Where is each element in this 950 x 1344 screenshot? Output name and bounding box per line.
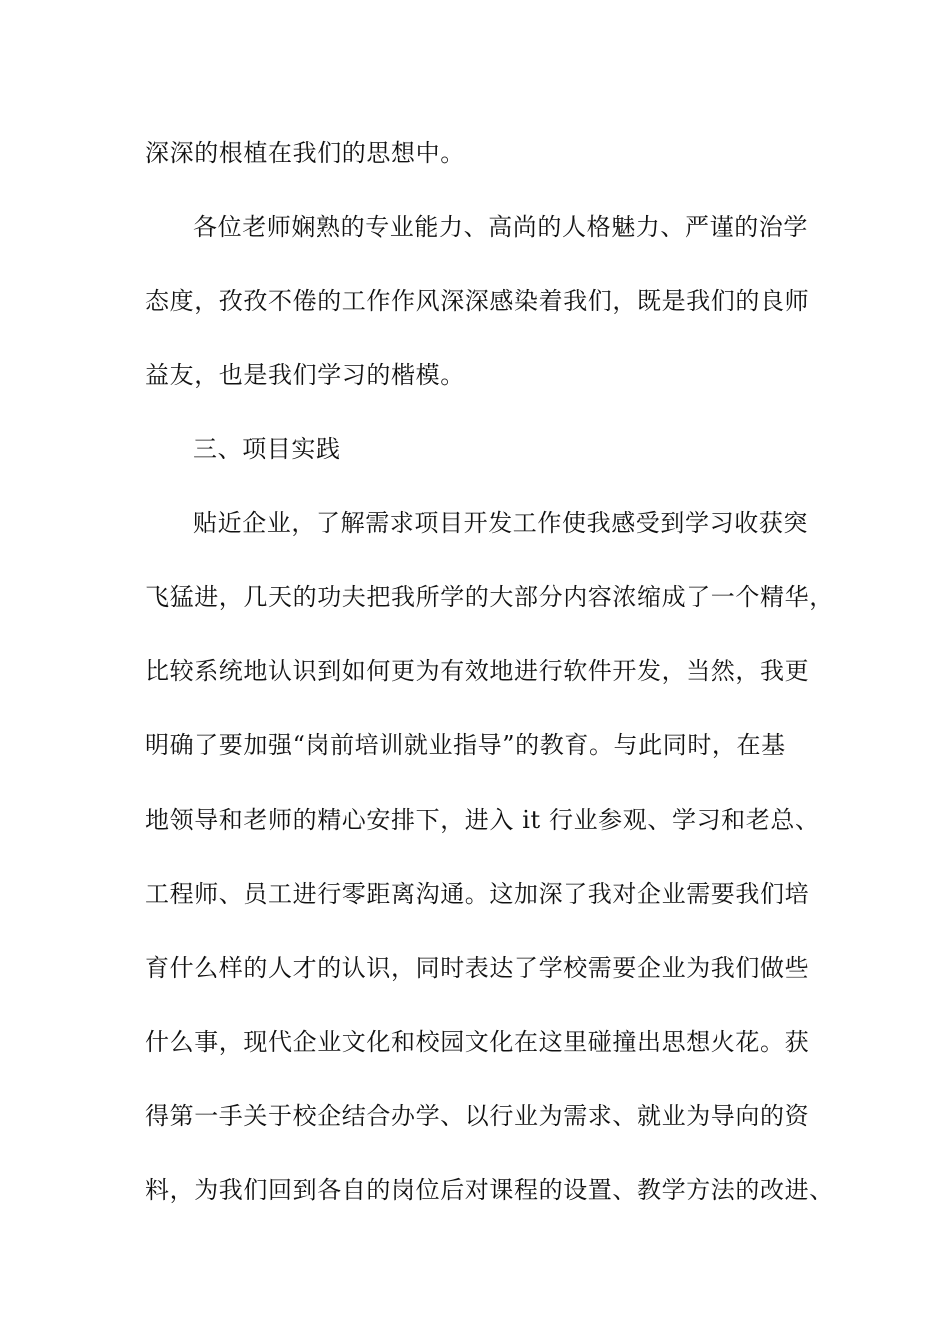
text-line: 地领导和老师的精心安排下，进入 it 行业参观、学习和老总、 — [145, 806, 820, 834]
text-line: 益友，也是我们学习的楷模。 — [145, 361, 465, 389]
text-line: 飞猛进，几天的功夫把我所学的大部分内容浓缩成了一个精华， — [145, 583, 834, 611]
text-line: 态度，孜孜不倦的工作作风深深感染着我们，既是我们的良师 — [145, 287, 810, 315]
text-line: 料，为我们回到各自的岗位后对课程的设置、教学方法的改进、 — [145, 1176, 834, 1204]
text-line: 得第一手关于校企结合办学、以行业为需求、就业为导向的资 — [145, 1102, 810, 1130]
text-line: 深深的根植在我们的思想中。 — [145, 139, 465, 167]
text-line: 比较系统地认识到如何更为有效地进行软件开发，当然，我更 — [145, 657, 810, 685]
text-line: 什么事，现代企业文化和校园文化在这里碰撞出思想火花。获 — [145, 1028, 810, 1056]
text-line: 明确了要加强“岗前培训就业指导”的教育。与此同时，在基 — [145, 731, 786, 759]
text-line: 育什么样的人才的认识，同时表达了学校需要企业为我们做些 — [145, 954, 810, 982]
text-line: 各位老师娴熟的专业能力、高尚的人格魅力、严谨的治学 — [193, 213, 808, 241]
section-heading: 三、项目实践 — [193, 435, 341, 463]
text-line: 工程师、员工进行零距离沟通。这加深了我对企业需要我们培 — [145, 880, 810, 908]
text-line: 贴近企业，了解需求项目开发工作使我感受到学习收获突 — [193, 509, 808, 537]
